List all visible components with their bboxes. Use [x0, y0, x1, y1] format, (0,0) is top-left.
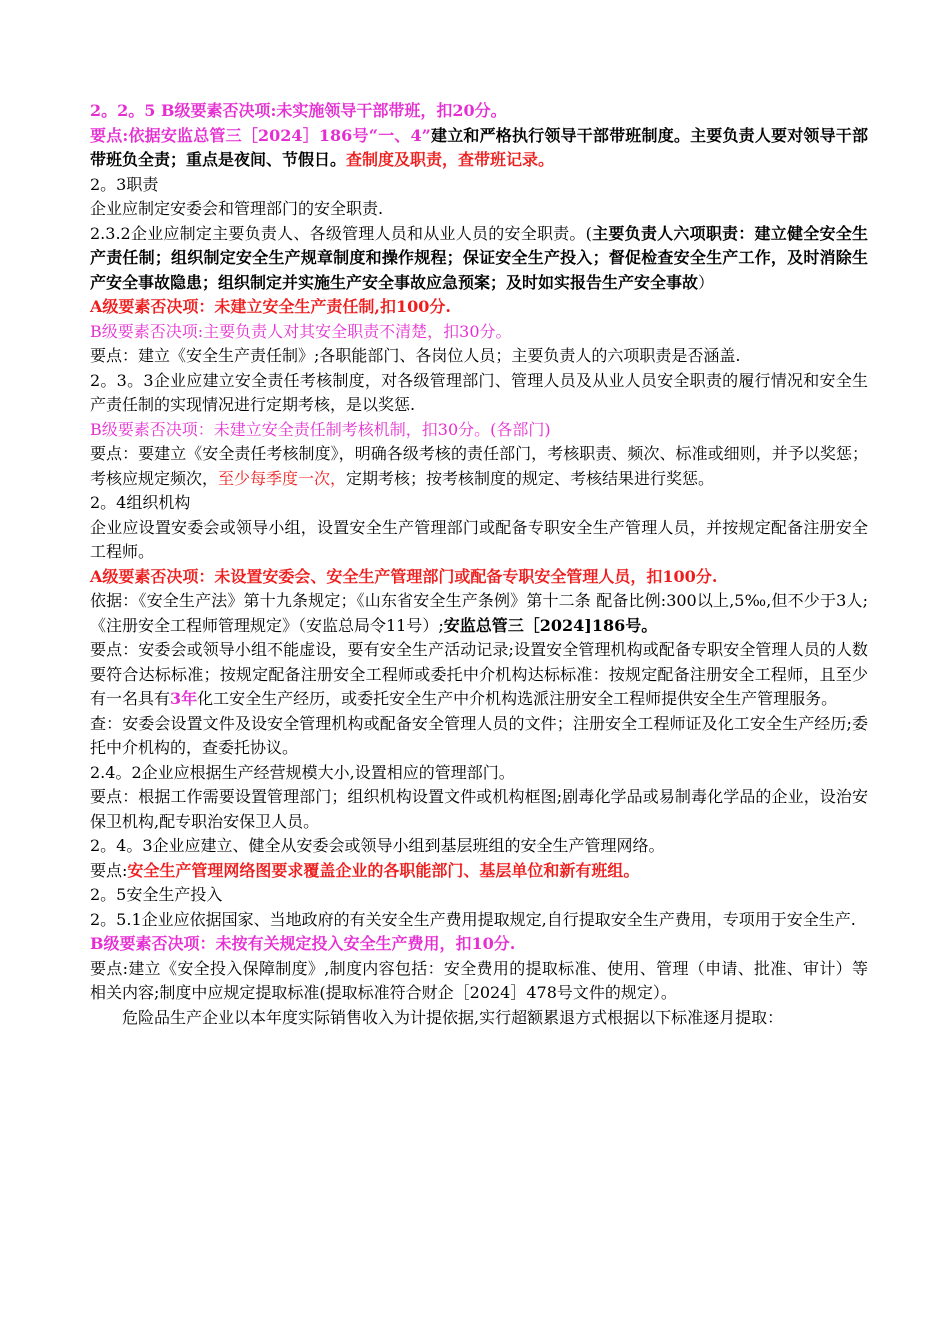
document-page	[90, 99, 868, 1030]
b-level-veto	[90, 320, 868, 345]
key-points	[90, 442, 868, 491]
key-points	[90, 344, 868, 369]
text-span: 查制度及职责，查带班记录。	[346, 150, 555, 169]
text-span: 查：安委会设置文件及设安全管理机构或配备安全管理人员的文件；注册安全工程师证及化工安全生产经历;委托中介机构的，查委托协议。	[90, 713, 868, 757]
text-span: 要点：要建立《安全责任考核制度》，明确各级考核的责任部门，考核职责、频次、标准或细则，并予以奖惩；考核应规定频次，	[90, 444, 868, 488]
a-level-veto	[90, 565, 868, 590]
text-span: 2。2。5 B级要素否决项:未实施领导干部带班，扣20分。	[90, 101, 507, 120]
text-span: 建立和严格执行领导干部带班制度。主要负责人要对领导干部带班负全责；重点是夜间、节假日。	[90, 125, 868, 169]
text-span: 企业应制定安委会和管理部门的安全职责.	[90, 199, 384, 218]
text-span: ）	[698, 272, 715, 292]
text-span: B级要素否决项：未建立安全责任制考核机制，扣30分。(各部门)	[90, 419, 551, 439]
text-span: 要点：安委会或领导小组不能虚设，要有安全生产活动记录;设置安全管理机构或配备专职安全管理人员的人数要符合达标标准；按规定配备注册安全工程师或委托中介机构达标标准：按规定配备注册安全工程师，且至少有一名具有	[90, 640, 868, 708]
text-span: 危险品生产企业以本年度实际销售收入为计提依据,实行超额累退方式根据以下标准逐月提取：	[122, 1007, 784, 1027]
text-span: 2。4组织机构	[90, 493, 191, 512]
paragraph	[90, 516, 868, 565]
text-span: 企业应设置安委会或领导小组，设置安全生产管理部门或配备专职安全生产管理人员，并按规定配备注册安全工程师。	[90, 517, 868, 561]
text-span: 2。4。3企业应建立、健全从安委会或领导小组到基层班组的安全生产管理网络。	[90, 836, 665, 855]
text-span: 至少每季度一次，	[218, 468, 347, 488]
clause-2-3-2	[90, 222, 868, 296]
key-points-leader-duty	[90, 124, 868, 173]
inspection-items	[90, 712, 868, 761]
a-level-veto	[90, 295, 868, 320]
legal-basis	[90, 589, 868, 638]
text-span: 2.4。2企业应根据生产经营规模大小,设置相应的管理部门。	[90, 762, 515, 782]
text-span: 2。5安全生产投入	[90, 885, 223, 904]
key-points	[90, 638, 868, 712]
text-span: 要点：建立《安全生产责任制》;各职能部门、各岗位人员；主要负责人的六项职责是否涵盖.	[90, 346, 741, 365]
text-span: 要点:建立《安全投入保障制度》,制度内容包括：安全费用的提取标准、使用、管理（申请、批准、审计）等相关内容;制度中应规定提取标准(提取标准符合财企［2024］478号文件的规定）。	[90, 958, 868, 1002]
text-span: 要点：根据工作需要设置管理部门；组织机构设置文件或机构框图;剧毒化学品或易制毒化学品的企业，设治安保卫机构,配专职治安保卫人员。	[90, 787, 868, 831]
paragraph-indented	[90, 1006, 868, 1031]
text-span: 安全生产管理网络图要求覆盖企业的各职能部门、基层单位和新有班组。	[127, 860, 640, 880]
text-span: 定期考核；按考核制度的规定、考核结果进行奖惩。	[346, 468, 715, 488]
text-span: 主要负责人六项职责：建立健全安全生产责任制；组织制定安全生产规章制度和操作规程；保证安全生产投入；督促检查安全生产工作，及时消除生产安全事故隐患；组织制定并实施生产安全事故应急预案；及时如实报告生产安全事故	[90, 223, 868, 292]
text-span: 2.3.2企业应制定主要负责人、各级管理人员和从业人员的安全职责。(	[90, 223, 592, 243]
text-span: A级要素否决项：未设置安委会、安全生产管理部门或配备专职安全管理人员，扣100分.	[90, 566, 718, 586]
text-span: 2。5.1企业应依据国家、当地政府的有关安全生产费用提取规定,自行提取安全生产费用，专项用于安全生产.	[90, 909, 856, 929]
section-heading-2-3	[90, 173, 868, 198]
text-span: B级要素否决项：未按有关规定投入安全生产费用，扣10分.	[90, 934, 516, 953]
text-span: 安监总管三［2024]186号。	[443, 615, 658, 635]
section-heading-2-4	[90, 491, 868, 516]
text-span: 依据：《安全生产法》第十九条规定；《山东省安全生产条例》第十二条 配备比例:300以上,5‰,但不少于3人;《注册安全工程师管理规定》（安监总局令11号）;	[90, 591, 868, 635]
b-level-veto	[90, 932, 868, 957]
text-span: 化工安全生产经历，或委托安全生产中介机构选派注册安全工程师提供安全生产管理服务。	[197, 689, 838, 708]
clause-2-4-3	[90, 834, 868, 859]
text-span: B级要素否决项:主要负责人对其安全职责不清楚，扣30分。	[90, 321, 512, 341]
text-span: A级要素否决项：未建立安全生产责任制,扣100分.	[90, 297, 451, 316]
text-span: 2。3。3企业应建立安全责任考核制度，对各级管理部门、管理人员及从业人员安全职责的履行情况和安全生产责任制的实现情况进行定期考核，是以奖惩.	[90, 370, 868, 414]
clause-2-4-2	[90, 761, 868, 786]
text-span: 2。3职责	[90, 174, 159, 194]
clause-2-2-5-b-veto	[90, 99, 868, 124]
text-span: 要点:	[90, 860, 128, 880]
b-level-veto	[90, 418, 868, 443]
key-points	[90, 859, 868, 884]
clause-2-5-1	[90, 908, 868, 933]
text-span: 要点:依据安监总管三［2024］186号“一、4”	[90, 125, 431, 145]
clause-2-3-3	[90, 369, 868, 418]
section-heading-2-5	[90, 883, 868, 908]
text-span: 3年	[170, 689, 198, 708]
key-points	[90, 957, 868, 1006]
key-points	[90, 785, 868, 834]
paragraph	[90, 197, 868, 222]
